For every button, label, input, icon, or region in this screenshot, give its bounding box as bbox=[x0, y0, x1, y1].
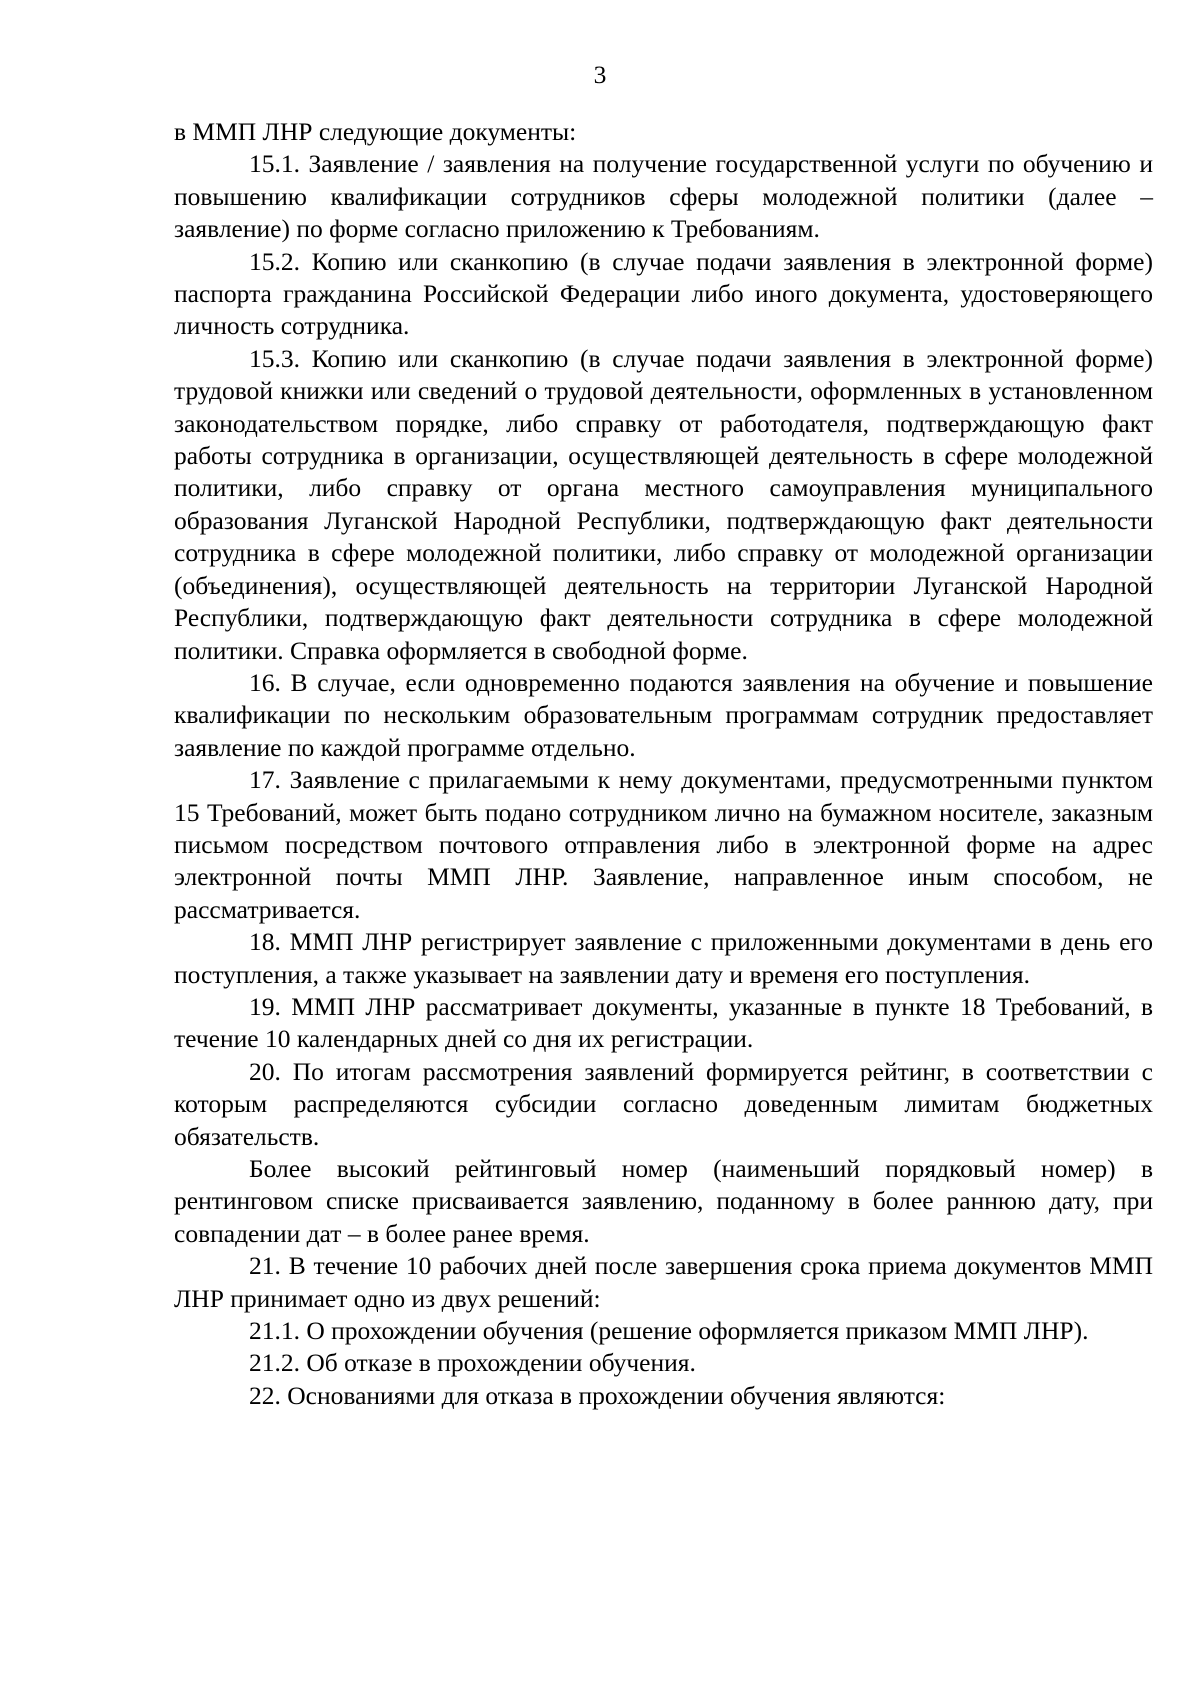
document-body bbox=[174, 116, 1153, 1412]
paragraph-18: 18. ММП ЛНР регистрирует заявление с приложенными документами в день его поступления, а также указывает на заявлении дату и временя его поступления. bbox=[174, 927, 1153, 989]
paragraph-21-2: 21.2. Об отказе в прохождении обучения. bbox=[249, 1348, 696, 1378]
paragraph-intro: в ММП ЛНР следующие документы: bbox=[174, 117, 577, 146]
paragraph-20: 20. По итогам рассмотрения заявлений формируется рейтинг, в соответствии с которым распределяются субсидии согласно доведенным лимитам бюджетных обязательств. bbox=[174, 1056, 1153, 1151]
paragraph-21-1: 21.1. О прохождении обучения (решение оформляется приказом ММП ЛНР). bbox=[249, 1316, 1089, 1346]
paragraph-19: 19. ММП ЛНР рассматривает документы, указанные в пункте 18 Требований, в течение 10 календарных дней со дня их регистрации. bbox=[174, 991, 1153, 1054]
paragraph-15-1: 15.1. Заявление / заявления на получение государственной услуги по обучению и повышению квалификации сотрудников сферы молодежной политики (далее – заявление) по форме согласно приложению к Требованиям. bbox=[174, 149, 1153, 244]
paragraph-21: 21. В течение 10 рабочих дней после завершения срока приема документов ММП ЛНР принимает одно из двух решений: bbox=[174, 1251, 1153, 1313]
paragraph-20-rating: Более высокий рейтинговый номер (наименьший порядковый номер) в рентинговом списке присваивается заявлению, поданному в более раннюю дату, при совпадении дат – в более ранее время. bbox=[174, 1154, 1153, 1248]
paragraph-15-3: 15.3. Копию или сканкопию (в случае подачи заявления в электронной форме) трудовой книжки или сведений о трудовой деятельности, оформленных в установленном законодательством порядке, либо справку от работодателя, подтверждающую факт работы сотрудника в организации, осуществляющей деятельность в сфере молодежной политики, либо справку от органа местного самоуправления муниципального образования Луганской Народной Республики, подтверждающую факт деятельности сотрудника в сфере молодежной политики, либо справку от молодежной организации (объединения), осуществляющей деятельность на территории Луганской Народной Республики, подтверждающую факт деятельности сотрудника в сфере молодежной политики. Справка оформляется в свободной форме. bbox=[174, 343, 1153, 665]
paragraph-17: 17. Заявление с прилагаемыми к нему документами, предусмотренными пунктом 15 Требований, может быть подано сотрудником лично на бумажном носителе, заказным письмом посредством почтового отправления либо в электронной форме на адрес электронной почты ММП ЛНР. Заявление, направленное иным способом, не рассматривается. bbox=[174, 765, 1153, 924]
page-number: 3 bbox=[593, 60, 607, 89]
paragraph-15-2: 15.2. Копию или сканкопию (в случае подачи заявления в электронной форме) паспорта гражданина Российской Федерации либо иного документа, удостоверяющего личность сотрудника. bbox=[174, 246, 1153, 341]
paragraph-22: 22. Основаниями для отказа в прохождении обучения являются: bbox=[249, 1380, 946, 1410]
paragraph-16: 16. В случае, если одновременно подаются заявления на обучение и повышение квалификации по нескольким образовательным программам сотрудник предоставляет заявление по каждой программе отдельно. bbox=[174, 667, 1153, 762]
